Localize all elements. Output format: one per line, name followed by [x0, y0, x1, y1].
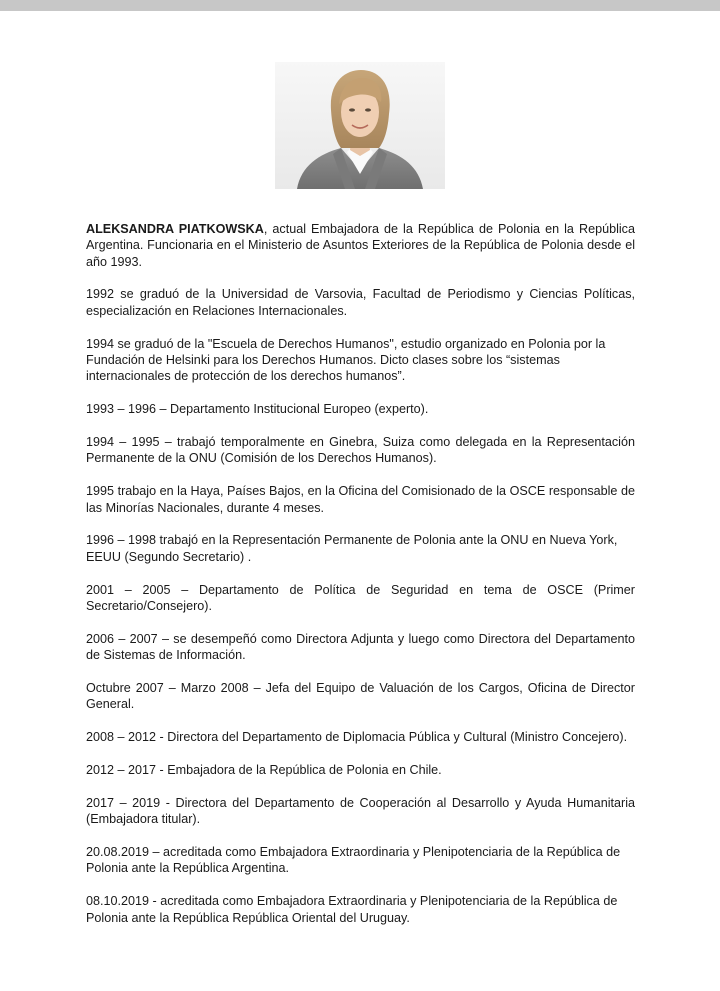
bio-paragraph-education-1992: 1992 se graduó de la Universidad de Varsovia, Facultad de Periodismo y Ciencias Políticas, especialización en Relaciones Internacionales. — [86, 287, 635, 318]
person-name: ALEKSANDRA PIATKOWSKA — [86, 222, 264, 236]
bio-paragraph-education-1994: 1994 se graduó de la "Escuela de Derechos Humanos", estudio organizado en Polonia por la Fundación de Helsinki para los Derechos Humanos. Dicto clases sobre los “sistemas internacionales de protección de los derechos humanos”. — [86, 336, 606, 384]
intro-text: , actual Embajadora de la República de Polonia en la República Argentina. Funcionaria en el Ministerio de Asuntos Exteriores de la República de Polonia desde el año 1993. — [86, 222, 635, 269]
portrait-photo — [275, 62, 445, 189]
bio-paragraph-2017-2019: 2017 – 2019 - Directora del Departamento de Cooperación al Desarrollo y Ayuda Humanitaria (Embajadora titular). — [86, 795, 635, 827]
bio-paragraph-1993-1996: 1993 – 1996 – Departamento Institucional Europeo (experto). — [86, 402, 429, 417]
portrait-image — [275, 62, 445, 189]
bio-paragraph-2006-2007: 2006 – 2007 – se desempeñó como Directora Adjunta y luego como Directora del Departamento de Sistemas de Información. — [86, 631, 635, 663]
bio-paragraph-2012-2017: 2012 – 2017 - Embajadora de la República de Polonia en Chile. — [86, 763, 442, 778]
bio-paragraph-2019-uruguay: 08.10.2019 - acreditada como Embajadora Extraordinaria y Plenipotenciaria de la República de Polonia ante la República República Oriental del Uruguay. — [86, 894, 618, 925]
bio-paragraph-2007-2008: Octubre 2007 – Marzo 2008 – Jefa del Equipo de Valuación de los Cargos, Oficina de Director General. — [86, 680, 635, 712]
top-bar — [0, 0, 720, 11]
biography — [86, 221, 635, 943]
bio-paragraph-1995: 1995 trabajo en la Haya, Países Bajos, en la Oficina del Comisionado de la OSCE responsable de las Minorías Nacionales, durante 4 meses. — [86, 484, 635, 515]
bio-paragraph-2001-2005: 2001 – 2005 – Departamento de Política de Seguridad en tema de OSCE (Primer Secretario/Consejero). — [86, 582, 635, 613]
bio-paragraph-1994-1995: 1994 – 1995 – trabajó temporalmente en Ginebra, Suiza como delegada en la Representación Permanente de la ONU (Comisión de los Derechos Humanos). — [86, 435, 635, 466]
bio-paragraph-1996-1998: 1996 – 1998 trabajó en la Representación Permanente de Polonia ante la ONU en Nueva York, EEUU (Segundo Secretario) . — [86, 533, 618, 564]
bio-paragraph-2008-2012: 2008 – 2012 - Directora del Departamento de Diplomacia Pública y Cultural (Ministro Concejero). — [86, 730, 628, 745]
bio-intro-paragraph — [86, 221, 635, 270]
bio-paragraph-2019-argentina: 20.08.2019 – acreditada como Embajadora Extraordinaria y Plenipotenciaria de la República de Polonia ante la República Argentina. — [86, 845, 621, 876]
